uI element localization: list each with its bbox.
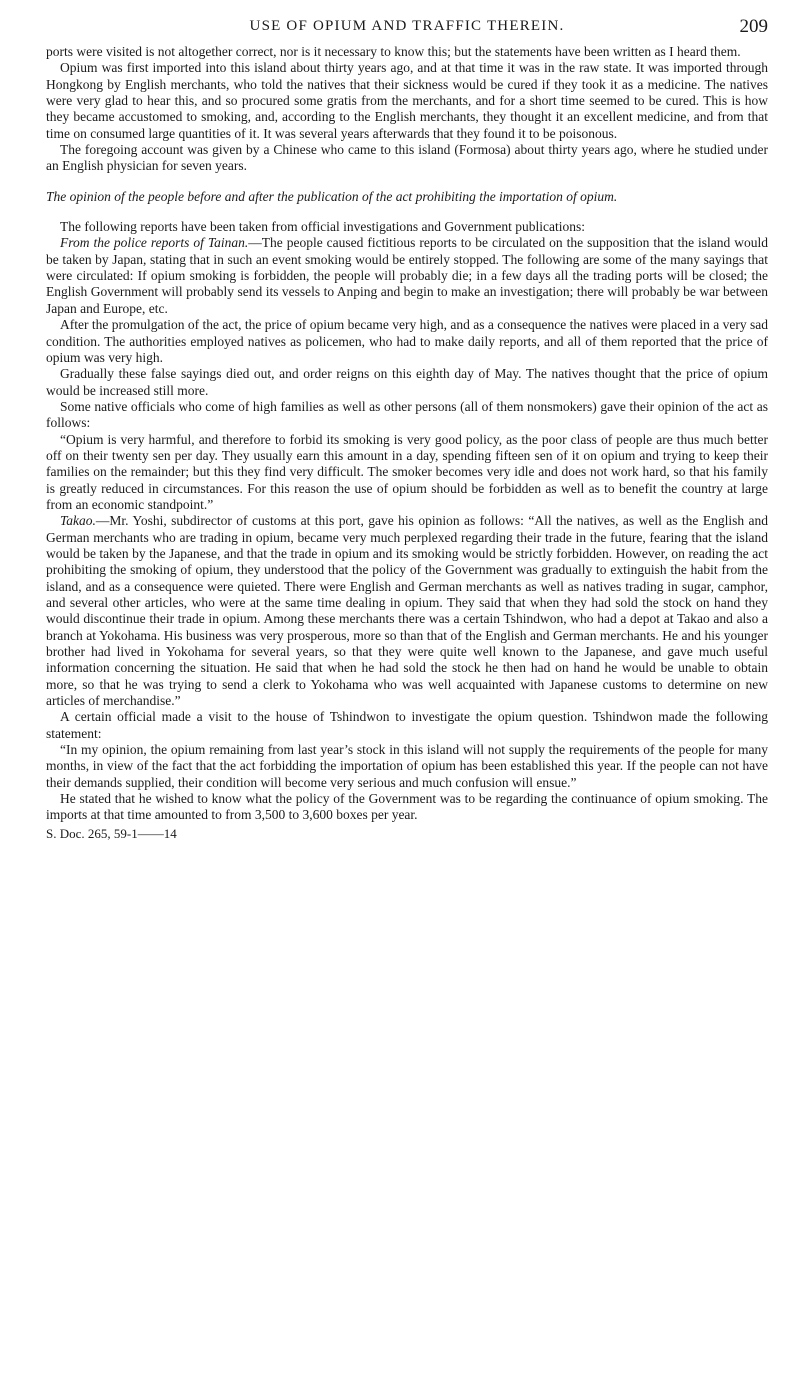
page-number: 209 <box>739 16 768 37</box>
paragraph-body: —Mr. Yoshi, subdirector of customs at this port, gave his opinion as follows: “All the natives, as well as the English and German merchants who are trading in opium, became very much perplexed regarding their trade in the future, fearing that the island would be taken by the Japanese, and that the trade in opium and its smoking would be strictly forbidden. However, on reading the act prohibiting the smoking of opium, they understood that the policy of the Government was gradually to extinguish the habit from the island, and as a consequence were quieted. There were English and German merchants as well as natives trading in sugar, camphor, and several other articles, who were at the same time dealing in opium. They said that when they had sold the stock on hand they would discontinue their trade in opium. Among these merchants there was a certain Tshindwon, who had a depot at Takao and also a branch at Yokohama. His business was very prosperous, more so than that of the English and German merchants. He and his younger brother had lived in Yokohama for several years, so that they were quite well known to the Japanese, and gave much useful information concerning the situation. He said that when he had sold the stock he then had on hand he would be unable to obtain more, so that he was trying to send a clerk to Yokohama who was well acquainted with Japanese customs to determine on new articles of merchandise.” <box>46 513 768 709</box>
paragraph: “In my opinion, the opium remaining from last year’s stock in this island will not supply the requirements of the people for many months, in view of the fact that the act forbidding the importation of opium has been established this year. If the people can not have their demands supplied, their condition will become very serious and much confusion will ensue.” <box>46 742 768 790</box>
paragraph-body: —The people caused fictitious reports to be circulated on the supposition that the island would be taken by Japan, stating that in such an event smoking would be entirely stopped. The following are some of the many sayings that were circulated: If opium smoking is forbidden, the people will probably die; in a few days all the trading ports will be closed; the English Government will probably send its vessels to Anping and begin to make an investigation; there will probably be war between Japan and Europe, etc. <box>46 235 768 316</box>
paragraph: Opium was first imported into this island about thirty years ago, and at that time it was in the raw state. It was imported through Hongkong by English merchants, who told the natives that their sickness would be cured if they took it as a medicine. The natives were very glad to hear this, and so procured some gratis from the merchants, and for a short time seemed to be cured. This is how they became accustomed to smoking, and, according to the English merchants, they thought it an excellent medicine, and from that time on consumed large quantities of it. It was several years afterwards that they found it to be poisonous. <box>46 60 768 141</box>
paragraph: Some native officials who come of high families as well as other persons (all of them nonsmokers) gave their opinion of the act as follows: <box>46 398 768 431</box>
paragraph: A certain official made a visit to the house of Tshindwon to investigate the opium question. Tshindwon made the following statement: <box>46 709 768 741</box>
paragraph: Gradually these false sayings died out, and order reigns on this eighth day of May. The natives thought that the price of opium would be increased still more. <box>46 366 768 398</box>
paragraph: The foregoing account was given by a Chinese who came to this island (Formosa) about thirty years ago, where he studied under an English physician for seven years. <box>46 142 768 174</box>
paragraph-lead: From the police reports of Tainan. <box>60 235 249 251</box>
paragraph: “Opium is very harmful, and therefore to forbid its smoking is very good policy, as the poor class of people are thus much better off on their twenty sen per day. They usually earn this amount in a day, spending fifteen sen of it on opium and trying to keep their families on the remainder; but this they find very difficult. The smoker becomes very idle and does not work hard, so that his family is greatly reduced in circumstances. For this reason the use of opium should be forbidden as well as to benefit the country at large from an economic standpoint.” <box>46 431 768 512</box>
page-header <box>46 18 768 44</box>
paragraph-lead: Takao. <box>60 513 96 529</box>
paragraph <box>46 235 768 317</box>
paragraph: After the promulgation of the act, the price of opium became very high, and as a consequence the natives were placed in a very sad condition. The authorities employed natives as policemen, who had to make daily reports, and all of them reported that the price of opium was very high. <box>46 317 768 365</box>
running-head: USE OF OPIUM AND TRAFFIC THEREIN. <box>249 18 565 34</box>
paragraph <box>46 513 768 709</box>
document-page <box>46 18 768 842</box>
paragraph: He stated that he wished to know what the policy of the Government was to be regarding the continuance of opium smoking. The imports at that time amounted to from 3,500 to 3,600 boxes per year. <box>46 791 768 823</box>
section-heading: The opinion of the people before and after the publication of the act prohibiting the importation of opium. <box>46 188 618 204</box>
footer-signature: S. Doc. 265, 59-1——14 <box>46 825 177 841</box>
paragraph: The following reports have been taken from official investigations and Government publications: <box>60 219 585 235</box>
paragraph: ports were visited is not altogether correct, nor is it necessary to know this; but the statements have been written as I heard them. <box>46 44 741 59</box>
